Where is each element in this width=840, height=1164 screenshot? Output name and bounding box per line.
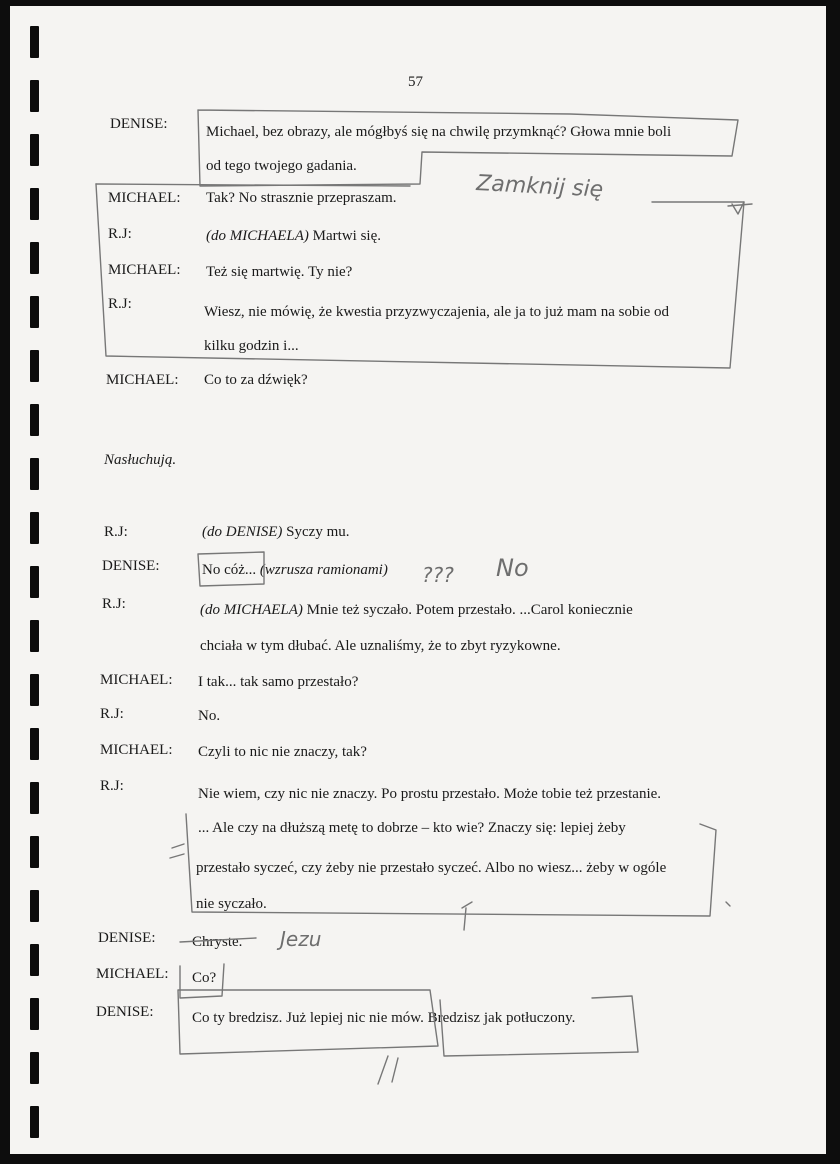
dialogue-line: Chryste.	[192, 934, 243, 950]
pencil-annotations	[10, 6, 826, 1154]
pencil-mark	[728, 202, 752, 214]
speaker-name: R.J:	[104, 524, 128, 540]
page-number: 57	[408, 74, 423, 90]
document-page	[10, 6, 826, 1154]
speaker-name: MICHAEL:	[108, 190, 181, 206]
dialogue-text: Syczy mu.	[286, 524, 350, 540]
stage-direction-inline: (do DENISE)	[202, 524, 283, 540]
pencil-box	[180, 964, 224, 998]
pencil-box	[96, 184, 744, 368]
pencil-mark	[170, 844, 184, 858]
dialogue-line: chciała w tym dłubać. Ale uznaliśmy, że to zbyt ryzykowne.	[200, 638, 561, 654]
dialogue-line: Co ty bredzisz. Już lepiej nic nie mów. Bredzisz jak potłuczony.	[192, 1010, 576, 1026]
dialogue-line: Też się martwię. Ty nie?	[206, 264, 353, 280]
pencil-box	[186, 814, 716, 916]
dialogue-line: Co?	[192, 970, 217, 986]
dialogue-line: No.	[198, 708, 221, 724]
speaker-name: R.J:	[108, 226, 132, 242]
speaker-name: R.J:	[100, 706, 124, 722]
dialogue-line: Wiesz, nie mówię, że kwestia przyzwyczajenia, ale ja to już mam na sobie od	[204, 304, 670, 320]
speaker-name: MICHAEL:	[96, 966, 169, 982]
pencil-box	[178, 990, 438, 1054]
pencil-mark	[726, 902, 730, 906]
dialogue-line: Nie wiem, czy nic nie znaczy. Po prostu przestało. Może tobie też przestanie.	[198, 786, 662, 802]
pencil-box	[198, 110, 738, 186]
handwritten-note: ???	[422, 563, 454, 587]
pencil-strikethrough	[180, 938, 256, 942]
dialogue-text: Mnie też syczało. Potem przestało. ...Carol koniecznie	[306, 602, 633, 618]
speaker-name: R.J:	[100, 778, 124, 794]
dialogue-line: I tak... tak samo przestało?	[198, 674, 359, 690]
speaker-name: DENISE:	[102, 558, 160, 574]
stage-direction-inline: (do MICHAELA)	[206, 228, 309, 244]
dialogue-line: ... Ale czy na dłuższą metę to dobrze – kto wie? Znaczy się: lepiej żeby	[198, 820, 626, 836]
pencil-box	[198, 552, 264, 586]
pencil-mark	[462, 902, 472, 930]
speaker-name: MICHAEL:	[106, 372, 179, 388]
dialogue-line: kilku godzin i...	[204, 338, 299, 354]
dialogue-line: Czyli to nic nie znaczy, tak?	[198, 744, 367, 760]
speaker-name: MICHAEL:	[100, 672, 173, 688]
stage-direction-inline: (do MICHAELA)	[200, 602, 303, 618]
dialogue-text: No cóż...	[202, 562, 257, 578]
speaker-name: DENISE:	[98, 930, 156, 946]
handwritten-note: No	[496, 554, 529, 582]
stage-direction-inline: (wzrusza ramionami)	[259, 562, 388, 578]
pencil-box	[440, 996, 638, 1056]
pencil-mark	[378, 1056, 398, 1084]
dialogue-line: od tego twojego gadania.	[206, 158, 357, 174]
dialogue-line: przestało syczeć, czy żeby nie przestało syczeć. Albo no wiesz... żeby w ogóle	[196, 860, 667, 876]
handwritten-note: Jezu	[280, 927, 322, 951]
dialogue-text: Martwi się.	[312, 228, 381, 244]
speaker-name: MICHAEL:	[100, 742, 173, 758]
dialogue-line: Co to za dźwięk?	[204, 372, 308, 388]
speaker-name: R.J:	[108, 296, 132, 312]
speaker-name: DENISE:	[96, 1004, 154, 1020]
dialogue-line: Michael, bez obrazy, ale mógłbyś się na chwilę przymknąć? Głowa mnie boli	[206, 124, 672, 140]
dialogue-line: nie syczało.	[196, 896, 267, 912]
stage-direction: Nasłuchują.	[104, 452, 177, 468]
handwritten-note: Zamknij się	[475, 171, 604, 203]
speaker-name: R.J:	[102, 596, 126, 612]
dialogue-line: Tak? No strasznie przepraszam.	[206, 190, 397, 206]
speaker-name: DENISE:	[110, 116, 168, 132]
speaker-name: MICHAEL:	[108, 262, 181, 278]
